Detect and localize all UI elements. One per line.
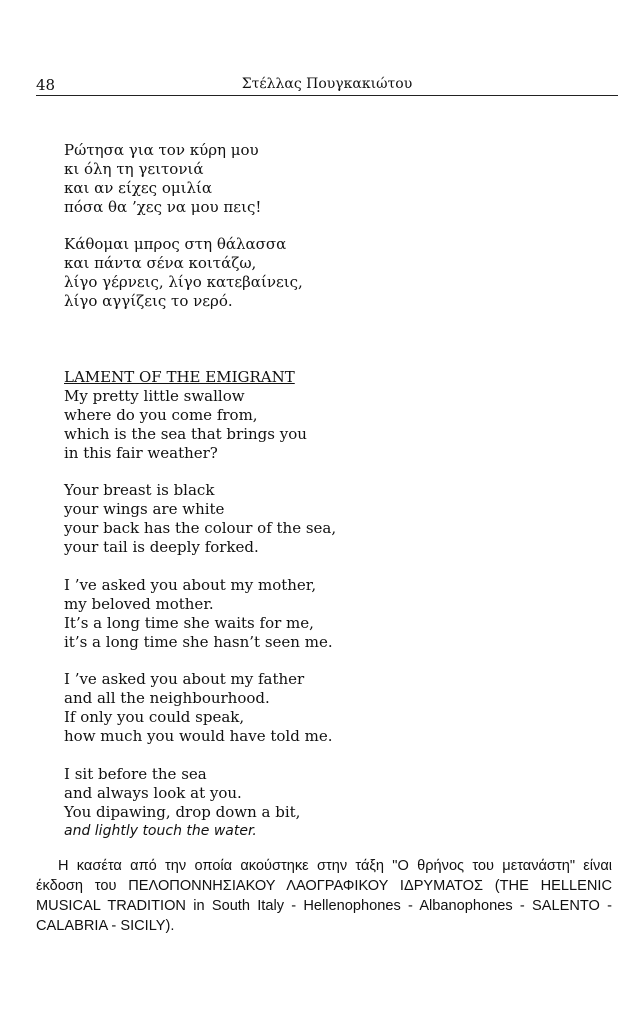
poem-line: how much you would have told me. <box>64 727 333 745</box>
poem-line: Ρώτησα για τον κύρη μου <box>64 141 259 159</box>
poem-line: and all the neighbourhood. <box>64 689 270 707</box>
poem-line: my beloved mother. <box>64 595 214 613</box>
footnote-paragraph: Η κασέτα από την οποία ακούστηκε στην τάξη "Ο θρήνος του μετανάστη" είναι έκδοση του ΠΕΛΟΠΟΝΝΗΣΙΑΚΟΥ ΛΑΟΓΡΑΦΙΚΟΥ ΙΔΡΥΜΑΤΟΣ (THE HELLENIC MUSICAL TRADITION in South Italy - Hellenophones - Albanophones - SALENTO - CALABRIA - SICILY). <box>36 858 612 934</box>
poem-line: and always look at you. <box>64 784 242 802</box>
poem-line: και πάντα σένα κοιτάζω, <box>64 254 257 272</box>
poem-line: I ’ve asked you about my mother, <box>64 576 317 594</box>
poem-title: LAMENT OF THE EMIGRANT <box>64 368 295 386</box>
poem-stanza-4 <box>64 670 332 746</box>
header-rule <box>36 95 618 96</box>
poem-line: your tail is deeply forked. <box>64 538 259 556</box>
poem-line: λίγο γέρνεις, λίγο κατεβαίνεις, <box>64 273 303 291</box>
poem-line: It’s a long time she waits for me, <box>64 614 314 632</box>
greek-stanza-1 <box>64 141 261 217</box>
poem-line: Your breast is black <box>64 481 215 499</box>
poem-line: in this fair weather? <box>64 444 218 462</box>
poem-stanza-5 <box>64 765 300 841</box>
poem-line: which is the sea that brings you <box>64 425 307 443</box>
poem-stanza-2 <box>64 481 336 557</box>
poem-line: If only you could speak, <box>64 708 245 726</box>
page-header <box>36 76 618 96</box>
poem-line: My pretty little swallow <box>64 387 245 405</box>
running-head: Στέλλας Πουγκακιώτου <box>241 76 413 92</box>
poem-line: Κάθομαι μπρος στη θάλασσα <box>64 235 287 253</box>
poem-line: πόσα θα ’χες να μου πεις! <box>64 198 262 216</box>
poem-line: και αν είχες ομιλία <box>64 179 213 197</box>
page-number: 48 <box>36 76 56 94</box>
poem-line: your back has the colour of the sea, <box>64 519 337 537</box>
poem-stanza-1 <box>64 387 307 463</box>
poem-line: I sit before the sea <box>64 765 207 783</box>
poem-line: κι όλη τη γειτονιά <box>64 160 204 178</box>
poem-line: I ’ve asked you about my father <box>64 670 305 688</box>
poem-line: your wings are white <box>64 500 225 518</box>
poem-line: and lightly touch the water. <box>64 823 257 839</box>
poem-line: λίγο αγγίζεις το νερό. <box>64 292 233 310</box>
poem-stanza-3 <box>64 576 333 652</box>
poem-line: You dipawing, drop down a bit, <box>64 803 301 821</box>
greek-stanza-2 <box>64 235 303 311</box>
poem-line: it’s a long time she hasn’t seen me. <box>64 633 333 651</box>
poem-line: where do you come from, <box>64 406 258 424</box>
